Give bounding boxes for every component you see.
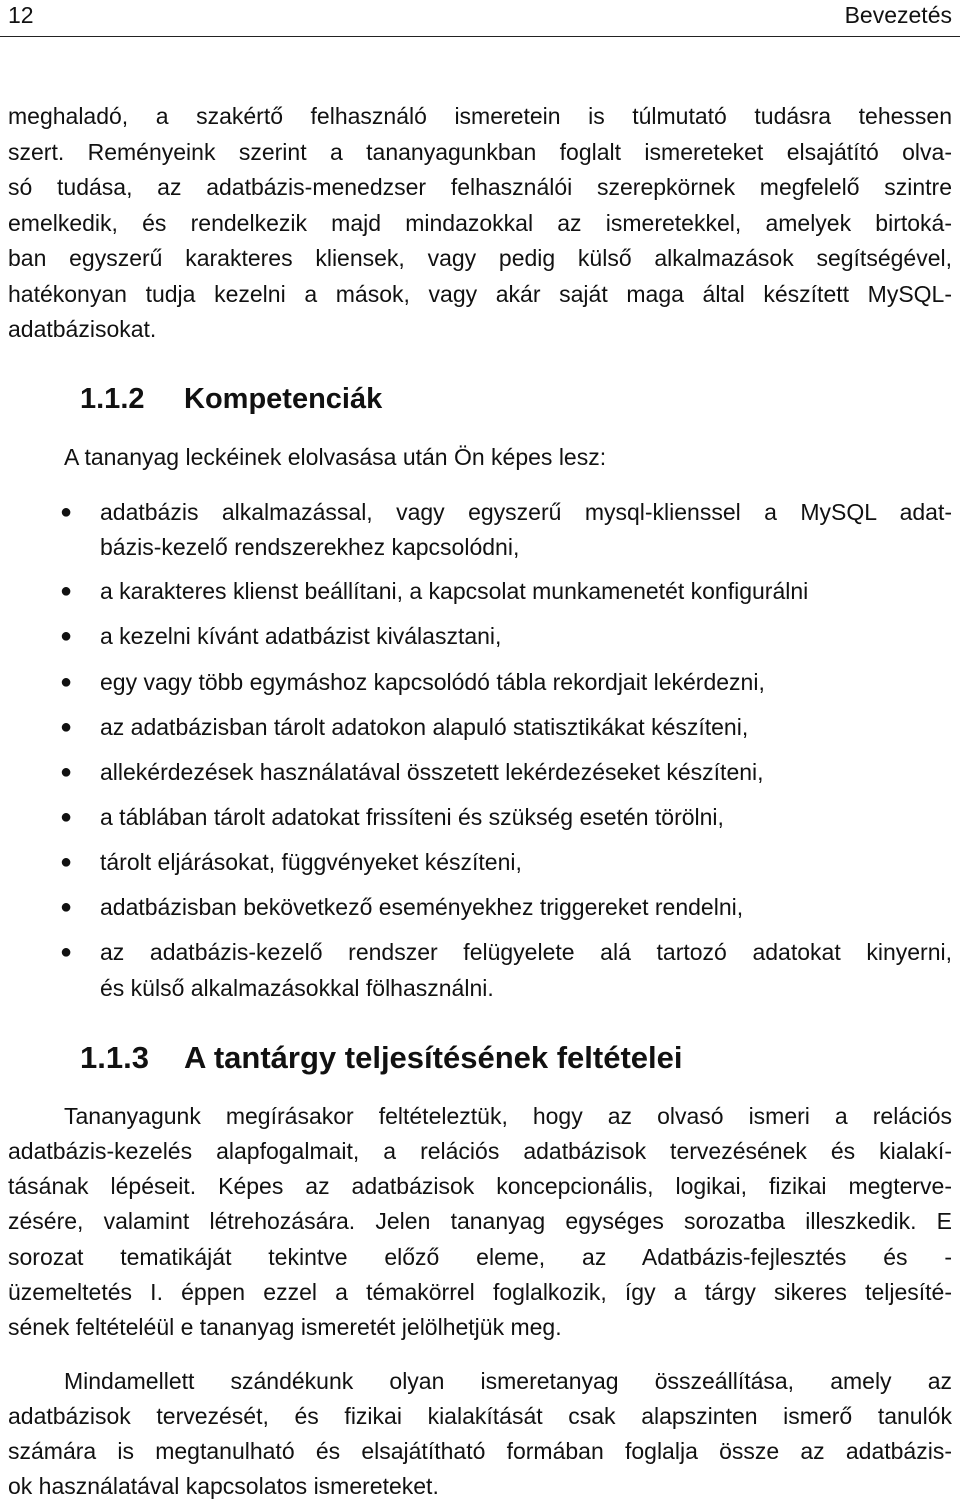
text-line: meghaladó, a szakértő felhasználó ismeretein is túlmutató tudásra tehessen: [8, 103, 952, 129]
bullet-icon: ●: [60, 761, 73, 783]
text-line: adatbázisokat.: [8, 316, 157, 342]
chapter-title: Bevezetés: [844, 2, 952, 28]
text-line: ok használatával kapcsolatos ismereteket.: [8, 1473, 439, 1499]
list-item-text: a karakteres klienst beállítani, a kapcsolat munkamenetét konfigurálni: [100, 578, 809, 604]
text-line: adatbázis-kezelés alapfogalmait, a relációs adatbázisok tervezésének és kialakí-: [8, 1138, 952, 1164]
text-line: szert. Reményeink szerint a tananyagunkban foglalt ismereteket elsajátító olva-: [8, 139, 952, 165]
section-heading-competencies: [80, 383, 382, 416]
section-title: A tantárgy teljesítésének feltételei: [184, 1040, 683, 1075]
section-number: 1.1.2: [80, 383, 145, 415]
bullet-icon: ●: [60, 580, 73, 602]
section-heading-requirements: [80, 1040, 683, 1076]
text-line: tásának lépéseit. Képes az adatbázisok koncepcionális, logikai, fizikai megterve-: [8, 1173, 952, 1199]
list-item-text: az adatbázisban tárolt adatokon alapuló statisztikákat készíteni,: [100, 714, 749, 740]
text-line: sorozat tematikáját tekintve előző eleme, az Adatbázis-fejlesztés és -: [8, 1244, 952, 1270]
list-item-text: a kezelni kívánt adatbázist kiválasztani,: [100, 623, 502, 649]
text-line: Mindamellett szándékunk olyan ismeretanyag összeállítása, amely az: [64, 1368, 952, 1394]
bullet-icon: ●: [60, 851, 73, 873]
text-line: ban egyszerű karakteres kliensek, vagy pedig külső alkalmazások segítségével,: [8, 245, 952, 271]
text-line: zésére, valamint létrehozására. Jelen tananyag egységes sorozatba illeszkedik. E: [8, 1208, 952, 1234]
bullet-icon: ●: [60, 806, 73, 828]
list-item-text: egy vagy több egymáshoz kapcsolódó tábla rekordjait lekérdezni,: [100, 669, 765, 695]
list-item-text: az adatbázis-kezelő rendszer felügyelete alá tartozó adatokat kinyerni,: [100, 939, 952, 965]
list-item-text: a táblában tárolt adatokat frissíteni és szükség esetén törölni,: [100, 804, 724, 830]
list-item-text: adatbázis alkalmazással, vagy egyszerű mysql-klienssel a MySQL adat-: [100, 499, 952, 525]
list-item-text: allekérdezések használatával összetett lekérdezéseket készíteni,: [100, 759, 764, 785]
bullet-icon: ●: [60, 716, 73, 738]
bullet-icon: ●: [60, 941, 73, 963]
page-number: 12: [8, 2, 34, 28]
list-item-text: tárolt eljárásokat, függvényeket készíteni,: [100, 849, 522, 875]
section-title: Kompetenciák: [184, 383, 383, 415]
list-item-text: bázis-kezelő rendszerekhez kapcsolódni,: [100, 534, 520, 560]
list-item-text: és külső alkalmazásokkal fölhasználni.: [100, 975, 494, 1001]
bullet-icon: ●: [60, 896, 73, 918]
text-line: számára is megtanulható és elsajátítható formában foglalja össze az adatbázis-: [8, 1438, 952, 1464]
list-item-text: adatbázisban bekövetkező eseményekhez triggereket rendelni,: [100, 894, 744, 920]
bullet-icon: ●: [60, 501, 73, 523]
text-line: adatbázisok tervezését, és fizikai kialakítását csak alapszinten ismerő tanulók: [8, 1403, 952, 1429]
text-line: Tananyagunk megírásakor feltételeztük, hogy az olvasó ismeri a relációs: [64, 1103, 952, 1129]
section-number: 1.1.3: [80, 1040, 149, 1075]
bullet-icon: ●: [60, 625, 73, 647]
text-line: emelkedik, és rendelkezik majd mindazokkal az ismeretekkel, amelyek birtoká-: [8, 210, 952, 236]
text-line: üzemeltetés I. éppen ezzel a témakörrel foglalkozik, így a tárgy sikeres teljesíté-: [8, 1279, 952, 1305]
text-line: só tudása, az adatbázis-menedzser felhasználói szerepkörnek megfelelő szintre: [8, 174, 952, 200]
page-header: [0, 0, 960, 37]
text-line: sének feltételéül e tananyag ismeretét jelölhetjük meg.: [8, 1314, 562, 1340]
bullet-icon: ●: [60, 671, 73, 693]
text-line: hatékonyan tudja kezelni a mások, vagy akár saját maga által készített MySQL-: [8, 281, 952, 307]
competencies-lead: A tananyag leckéinek elolvasása után Ön képes lesz:: [64, 444, 607, 470]
